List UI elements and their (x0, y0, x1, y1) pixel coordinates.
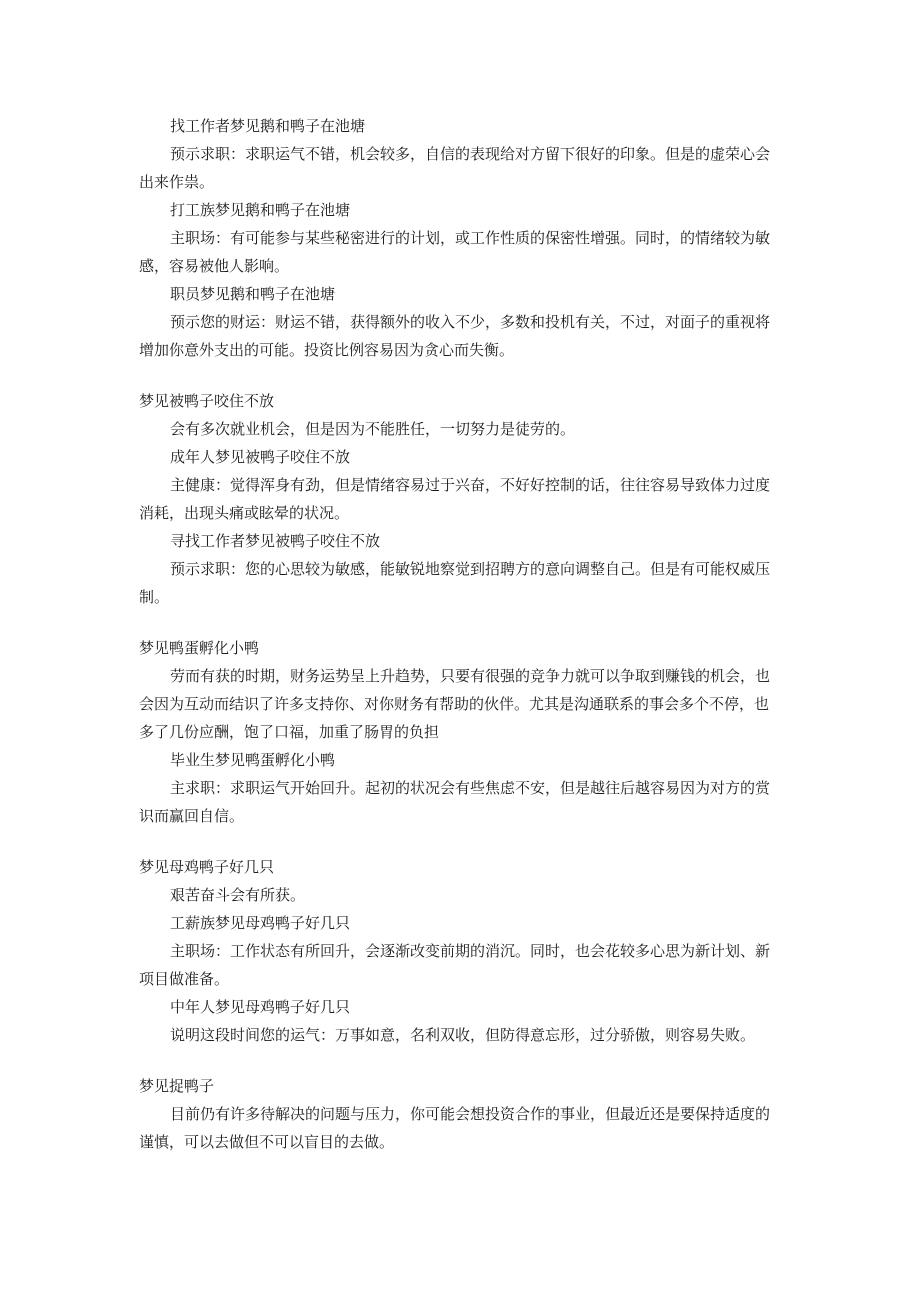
paragraph: 预示您的财运：财运不错，获得额外的收入不少，多数和投机有关，不过，对面子的重视将增加你意外支出的可能。投资比例容易因为贪心而失衡。 (139, 313, 771, 359)
subheading: 找工作者梦见鹅和鸭子在池塘 (170, 117, 366, 135)
paragraph: 预示求职：您的心思较为敏感，能敏锐地察觉到招聘方的意向调整自己。但是有可能权威压制。 (139, 560, 771, 606)
paragraph: 主职场：工作状态有所回升，会逐渐改变前期的消沉。同时，也会花较多心思为新计划、新项目做准备。 (139, 942, 771, 988)
section-gap (139, 830, 779, 853)
section-heading: 梦见捉鸭子 (139, 1077, 215, 1095)
paragraph: 艰苦奋斗会有所获。 (170, 886, 306, 904)
section-pond (139, 112, 779, 364)
paragraph: 目前仍有许多待解决的问题与压力，你可能会想投资合作的事业，但最近还是要保持适度的谨慎，可以去做但不可以盲目的去做。 (139, 1105, 771, 1151)
section-heading: 梦见鸭蛋孵化小鸭 (139, 639, 260, 657)
section-hens-ducks (139, 853, 779, 1049)
subheading: 毕业生梦见鸭蛋孵化小鸭 (170, 751, 336, 769)
section-gap (139, 611, 779, 634)
section-hatching (139, 634, 779, 830)
section-heading: 梦见被鸭子咬住不放 (139, 392, 275, 410)
subheading: 工薪族梦见母鸡鸭子好几只 (170, 914, 351, 932)
subheading: 中年人梦见母鸡鸭子好几只 (170, 998, 351, 1016)
subheading: 成年人梦见被鸭子咬住不放 (170, 448, 351, 466)
paragraph: 主求职：求职运气开始回升。起初的状况会有些焦虑不安，但是越往后越容易因为对方的赏识而赢回自信。 (139, 779, 771, 825)
section-gap (139, 1049, 779, 1072)
section-catching (139, 1072, 779, 1156)
paragraph: 劳而有获的时期，财务运势呈上升趋势，只要有很强的竞争力就可以争取到赚钱的机会，也会因为互动而结识了许多支持你、对你财务有帮助的伙伴。尤其是沟通联系的事会多个不停，也多了几份应酬，饱了口福，加重了肠胃的负担 (139, 667, 771, 741)
section-bitten (139, 387, 779, 611)
document-page (139, 112, 779, 1156)
subheading: 寻找工作者梦见被鸭子咬住不放 (170, 532, 381, 550)
subheading: 打工族梦见鹅和鸭子在池塘 (170, 201, 351, 219)
section-heading: 梦见母鸡鸭子好几只 (139, 858, 275, 876)
section-gap (139, 364, 779, 387)
paragraph: 说明这段时间您的运气：万事如意，名利双收，但防得意忘形，过分骄傲，则容易失败。 (170, 1026, 756, 1044)
paragraph: 会有多次就业机会，但是因为不能胜任，一切努力是徒劳的。 (170, 420, 576, 438)
subheading: 职员梦见鹅和鸭子在池塘 (170, 285, 336, 303)
paragraph: 主职场：有可能参与某些秘密进行的计划，或工作性质的保密性增强。同时，的情绪较为敏感，容易被他人影响。 (139, 229, 771, 275)
paragraph: 预示求职：求职运气不错，机会较多，自信的表现给对方留下很好的印象。但是的虚荣心会出来作祟。 (139, 145, 771, 191)
paragraph: 主健康：觉得浑身有劲，但是情绪容易过于兴奋，不好好控制的话，往往容易导致体力过度消耗，出现头痛或眩晕的状况。 (139, 476, 771, 522)
